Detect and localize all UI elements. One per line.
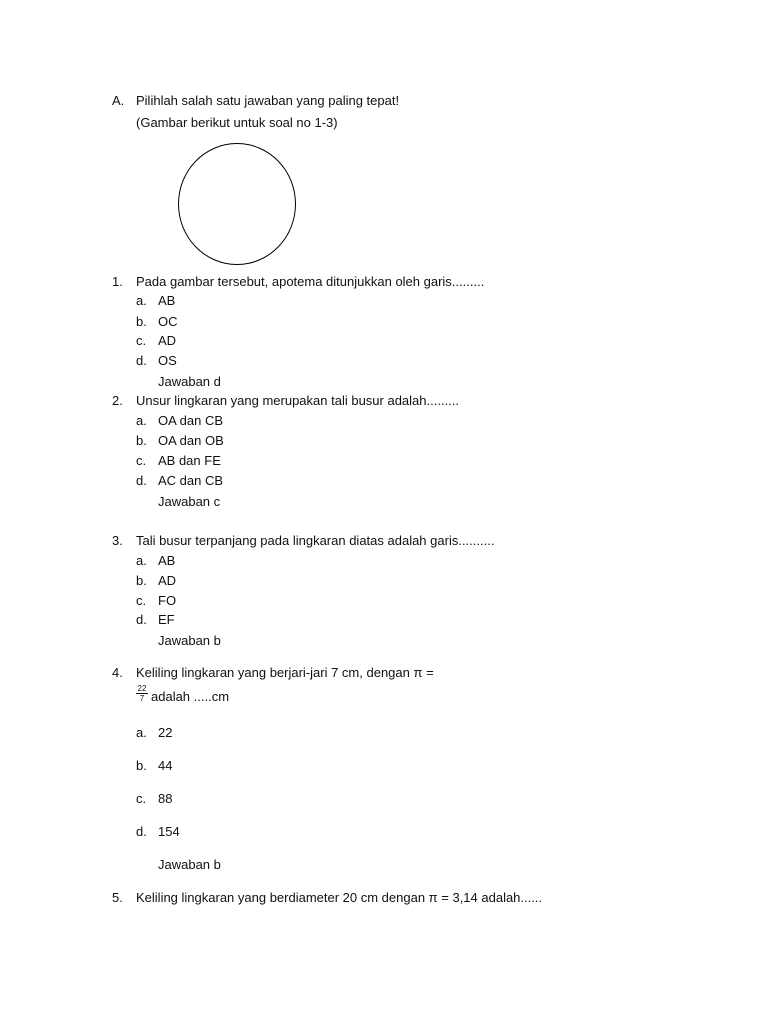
pi-fraction	[136, 684, 148, 703]
fraction-denominator: 7	[139, 694, 145, 703]
option-text: OA dan CB	[158, 413, 224, 428]
option-text: FO	[158, 593, 177, 608]
option-text: 44	[158, 758, 173, 773]
option-text: AB	[158, 293, 176, 308]
figure-note: (Gambar berikut untuk soal no 1-3)	[136, 115, 338, 130]
option-text: OA dan OB	[158, 433, 224, 448]
option-letter: a.	[136, 725, 147, 740]
option-letter: d.	[136, 353, 147, 368]
option-text: EF	[158, 612, 175, 627]
option-text: AB dan FE	[158, 453, 221, 468]
answer-text: Jawaban c	[158, 494, 221, 509]
question-text: Keliling lingkaran yang berjari-jari 7 cm, dengan π =	[136, 665, 434, 680]
option-text: AD	[158, 573, 177, 588]
option-letter: c.	[136, 593, 147, 608]
option-letter: b.	[136, 433, 147, 448]
question-number: 2.	[112, 393, 123, 408]
answer-text: Jawaban b	[158, 857, 221, 872]
option-text: AB	[158, 553, 176, 568]
option-letter: d.	[136, 612, 147, 627]
section-instruction: Pilihlah salah satu jawaban yang paling tepat!	[136, 93, 400, 108]
option-letter: c.	[136, 333, 147, 348]
option-letter: b.	[136, 758, 147, 773]
option-letter: d.	[136, 824, 147, 839]
option-text: OS	[158, 353, 177, 368]
option-text: AC dan CB	[158, 473, 224, 488]
option-letter: a.	[136, 413, 147, 428]
option-letter: a.	[136, 293, 147, 308]
answer-text: Jawaban d	[158, 374, 221, 389]
option-letter: a.	[136, 553, 147, 568]
option-text: 88	[158, 791, 173, 806]
question-text: Pada gambar tersebut, apotema ditunjukkan oleh garis.........	[136, 274, 485, 289]
option-letter: d.	[136, 473, 147, 488]
question-number: 5.	[112, 890, 123, 905]
question-number: 3.	[112, 533, 123, 548]
section-marker: A.	[112, 93, 125, 108]
option-text: 22	[158, 725, 173, 740]
question-number: 4.	[112, 665, 123, 680]
answer-text: Jawaban b	[158, 633, 221, 648]
question-text: Tali busur terpanjang pada lingkaran diatas adalah garis..........	[136, 533, 495, 548]
circle-figure	[178, 143, 296, 265]
question-number: 1.	[112, 274, 123, 289]
option-letter: b.	[136, 314, 147, 329]
option-letter: b.	[136, 573, 147, 588]
option-text: AD	[158, 333, 177, 348]
option-letter: c.	[136, 453, 147, 468]
question-text: Keliling lingkaran yang berdiameter 20 cm dengan π = 3,14 adalah......	[136, 890, 543, 905]
option-text: 154	[158, 824, 180, 839]
question-text: Unsur lingkaran yang merupakan tali busur adalah.........	[136, 393, 460, 408]
option-letter: c.	[136, 791, 147, 806]
option-text: OC	[158, 314, 178, 329]
question-text-continued: adalah .....cm	[151, 689, 230, 704]
fraction-numerator: 22	[137, 684, 147, 693]
